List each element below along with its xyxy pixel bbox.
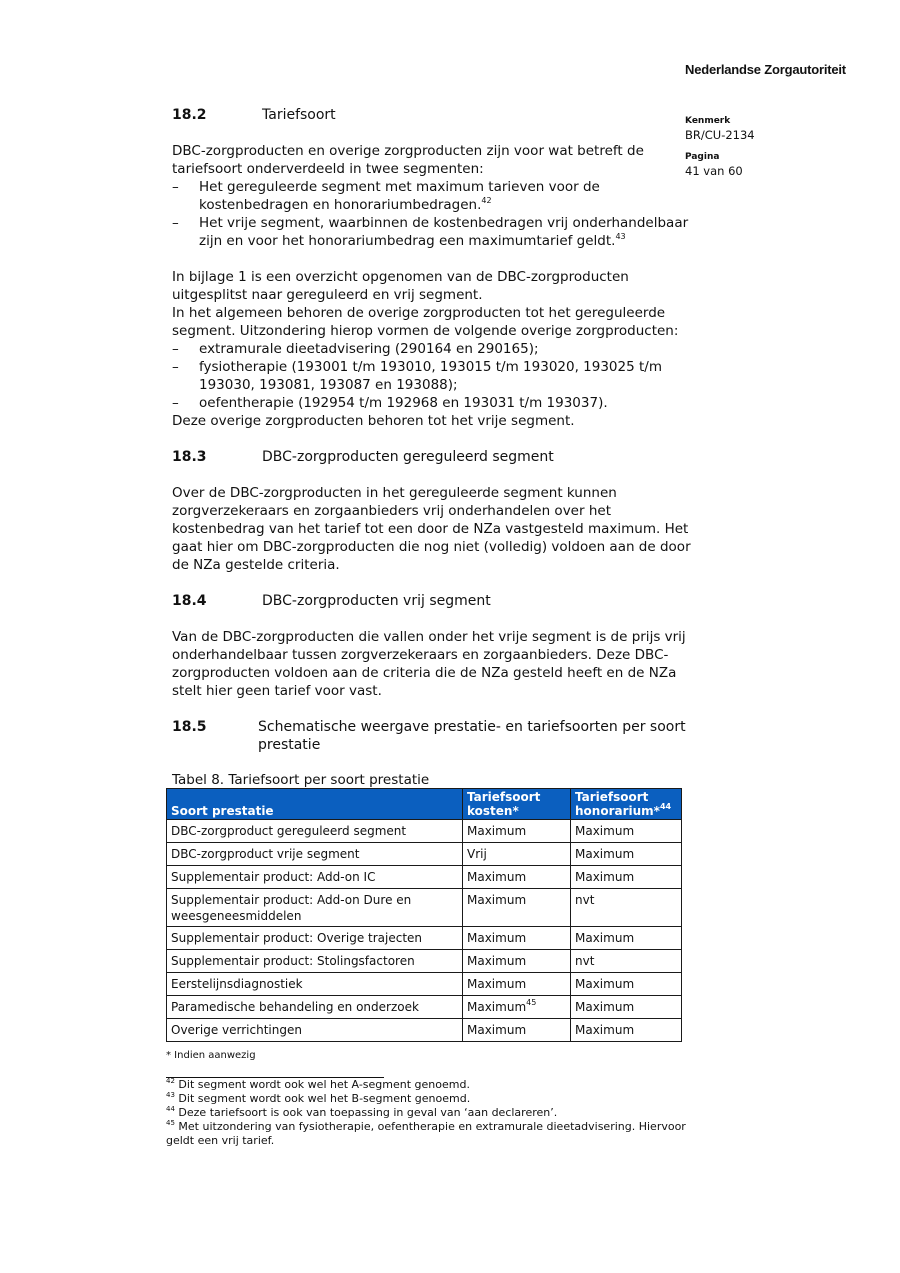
- document-body: [166, 106, 692, 1148]
- cell-soort-prestatie: DBC-zorgproduct gereguleerd segment: [167, 820, 463, 843]
- cell-tariefsoort-kosten: Maximum: [463, 973, 571, 996]
- footnote: $^{43}$ Dit segment wordt ook wel het B-segment genoemd.: [166, 1091, 471, 1105]
- paragraph: Deze overige zorgproducten behoren tot het vrije segment.: [172, 413, 575, 429]
- table-row: [167, 1019, 682, 1042]
- cell-tariefsoort-honorarium: Maximum: [571, 1019, 682, 1042]
- list-item: – fysiotherapie (193001 t/m 193010, 193015 t/m 193020, 193025 t/m 193030, 193081, 193087 en 193088);: [172, 359, 662, 393]
- cell-soort-prestatie: Eerstelijnsdiagnostiek: [167, 973, 463, 996]
- section-number: 18.2: [172, 107, 207, 123]
- tariff-table: [166, 788, 682, 1042]
- paragraph: In bijlage 1 is een overzicht opgenomen van de DBC-zorgproducten uitgesplitst naar gereguleerd en vrij segment.: [172, 269, 629, 303]
- footnote-number: 43: [166, 1091, 175, 1099]
- footnotes: [166, 1077, 692, 1148]
- section-number: 18.3: [172, 449, 207, 465]
- footnote: $^{44}$ Deze tariefsoort is ook van toepassing in geval van ‘aan declareren’.: [166, 1105, 558, 1119]
- section-title: DBC-zorgproducten vrij segment: [262, 593, 491, 609]
- paragraph: DBC-zorgproducten en overige zorgproducten zijn voor wat betreft de tariefsoort onderverdeeld in twee segmenten:: [172, 143, 644, 177]
- section-title: Schematische weergave prestatie- en tariefsoorten per soort prestatie: [258, 719, 686, 753]
- table-row: [167, 843, 682, 866]
- cell-tariefsoort-honorarium: nvt: [571, 950, 682, 973]
- kenmerk-label: Kenmerk: [685, 116, 731, 126]
- footnote: $^{45}$ Met uitzondering van fysiotherapie, oefentherapie en extramurale dieetadvisering. Hiervoor geldt een vrij tarief.: [166, 1119, 686, 1147]
- cell-tariefsoort-kosten: Maximum$^{45}$: [463, 996, 571, 1019]
- footnote-ref[interactable]: 44: [659, 802, 672, 811]
- paragraph: Van de DBC-zorgproducten die vallen onder het vrije segment is de prijs vrij onderhandelbaar tussen zorgverzekeraars en zorgaanbieders. Deze DBC-zorgproducten voldoen aan de criteria die de NZa gesteld heeft en de NZa stelt hier geen tarief voor vast.: [172, 629, 686, 699]
- cell-tariefsoort-honorarium: nvt: [571, 889, 682, 927]
- cell-soort-prestatie: Supplementair product: Add-on Dure en weesgeneesmiddelen: [167, 889, 463, 927]
- footnote-ref[interactable]: 42: [481, 196, 492, 205]
- table-caption: Tabel 8. Tariefsoort per soort prestatie: [172, 772, 430, 788]
- cell-tariefsoort-honorarium: Maximum: [571, 927, 682, 950]
- section-heading-18-3: [172, 448, 692, 466]
- table-row: [167, 950, 682, 973]
- section-heading-18-5: [172, 718, 692, 754]
- table-row: [167, 820, 682, 843]
- table-row: [167, 927, 682, 950]
- cell-tariefsoort-kosten: Vrij: [463, 843, 571, 866]
- cell-tariefsoort-kosten: Maximum: [463, 927, 571, 950]
- table-row: [167, 866, 682, 889]
- footnote: $^{42}$ Dit segment wordt ook wel het A-segment genoemd.: [166, 1077, 470, 1091]
- cell-soort-prestatie: Paramedische behandeling en onderzoek: [167, 996, 463, 1019]
- cell-soort-prestatie: Supplementair product: Stolingsfactoren: [167, 950, 463, 973]
- list-item: – Het gereguleerde segment met maximum tarieven voor de kostenbedragen en honorariumbedragen.$^{42}$: [172, 179, 600, 213]
- paragraph: In het algemeen behoren de overige zorgproducten tot het gereguleerde segment. Uitzondering hierop vormen de volgende overige zorgproducten:: [172, 305, 679, 339]
- kenmerk-block: [685, 114, 755, 142]
- cell-tariefsoort-honorarium: Maximum: [571, 973, 682, 996]
- cell-tariefsoort-honorarium: Maximum: [571, 996, 682, 1019]
- section-number: 18.4: [172, 593, 207, 609]
- section-heading-18-4: [172, 592, 692, 610]
- footnote-number: 42: [166, 1077, 175, 1085]
- cell-tariefsoort-kosten: Maximum: [463, 889, 571, 927]
- footnote-ref[interactable]: 45: [526, 998, 537, 1007]
- section-title: DBC-zorgproducten gereguleerd segment: [262, 449, 554, 465]
- section-heading-18-2: [172, 106, 692, 124]
- table-header-row: [167, 789, 682, 820]
- cell-tariefsoort-honorarium: Maximum: [571, 820, 682, 843]
- organization-name: Nederlandse Zorgautoriteit: [685, 62, 846, 77]
- pagina-label: Pagina: [685, 152, 720, 162]
- cell-tariefsoort-honorarium: Maximum: [571, 843, 682, 866]
- cell-tariefsoort-kosten: Maximum: [463, 866, 571, 889]
- pagina-value: 41 van 60: [685, 164, 743, 178]
- cell-tariefsoort-kosten: Maximum: [463, 950, 571, 973]
- footnote-number: 44: [166, 1105, 175, 1113]
- list-item: – extramurale dieetadvisering (290164 en 290165);: [172, 341, 539, 357]
- table-row: [167, 996, 682, 1019]
- section-title: Tariefsoort: [262, 107, 336, 123]
- paragraph: Over de DBC-zorgproducten in het gereguleerde segment kunnen zorgverzekeraars en zorgaanbieders vrij onderhandelen over het kostenbedrag van het tarief tot een door de NZa vastgesteld maximum. Het gaat hier om DBC-zorgproducten die nog niet (volledig) voldoen aan de door de NZa gestelde criteria.: [172, 485, 691, 573]
- column-header: Tariefsoort kosten*: [463, 789, 571, 820]
- pagina-block: [685, 150, 743, 178]
- table-row: [167, 973, 682, 996]
- table-row: [167, 889, 682, 927]
- cell-tariefsoort-honorarium: Maximum: [571, 866, 682, 889]
- cell-soort-prestatie: DBC-zorgproduct vrije segment: [167, 843, 463, 866]
- list-item: – oefentherapie (192954 t/m 192968 en 193031 t/m 193037).: [172, 395, 608, 411]
- footnote-number: 45: [166, 1119, 175, 1127]
- column-header: Soort prestatie: [167, 789, 463, 820]
- column-header: Tariefsoort honorarium*$^{44}$: [571, 789, 682, 820]
- cell-tariefsoort-kosten: Maximum: [463, 820, 571, 843]
- kenmerk-value: BR/CU-2134: [685, 128, 755, 142]
- cell-tariefsoort-kosten: Maximum: [463, 1019, 571, 1042]
- footnote-ref[interactable]: 43: [615, 232, 626, 241]
- table-note: * Indien aanwezig: [166, 1050, 256, 1061]
- section-number: 18.5: [172, 719, 207, 735]
- cell-soort-prestatie: Overige verrichtingen: [167, 1019, 463, 1042]
- cell-soort-prestatie: Supplementair product: Overige trajecten: [167, 927, 463, 950]
- list-item: – Het vrije segment, waarbinnen de kostenbedragen vrij onderhandelbaar zijn en voor het honorariumbedrag een maximumtarief geldt.$^{43}$: [172, 215, 689, 249]
- cell-soort-prestatie: Supplementair product: Add-on IC: [167, 866, 463, 889]
